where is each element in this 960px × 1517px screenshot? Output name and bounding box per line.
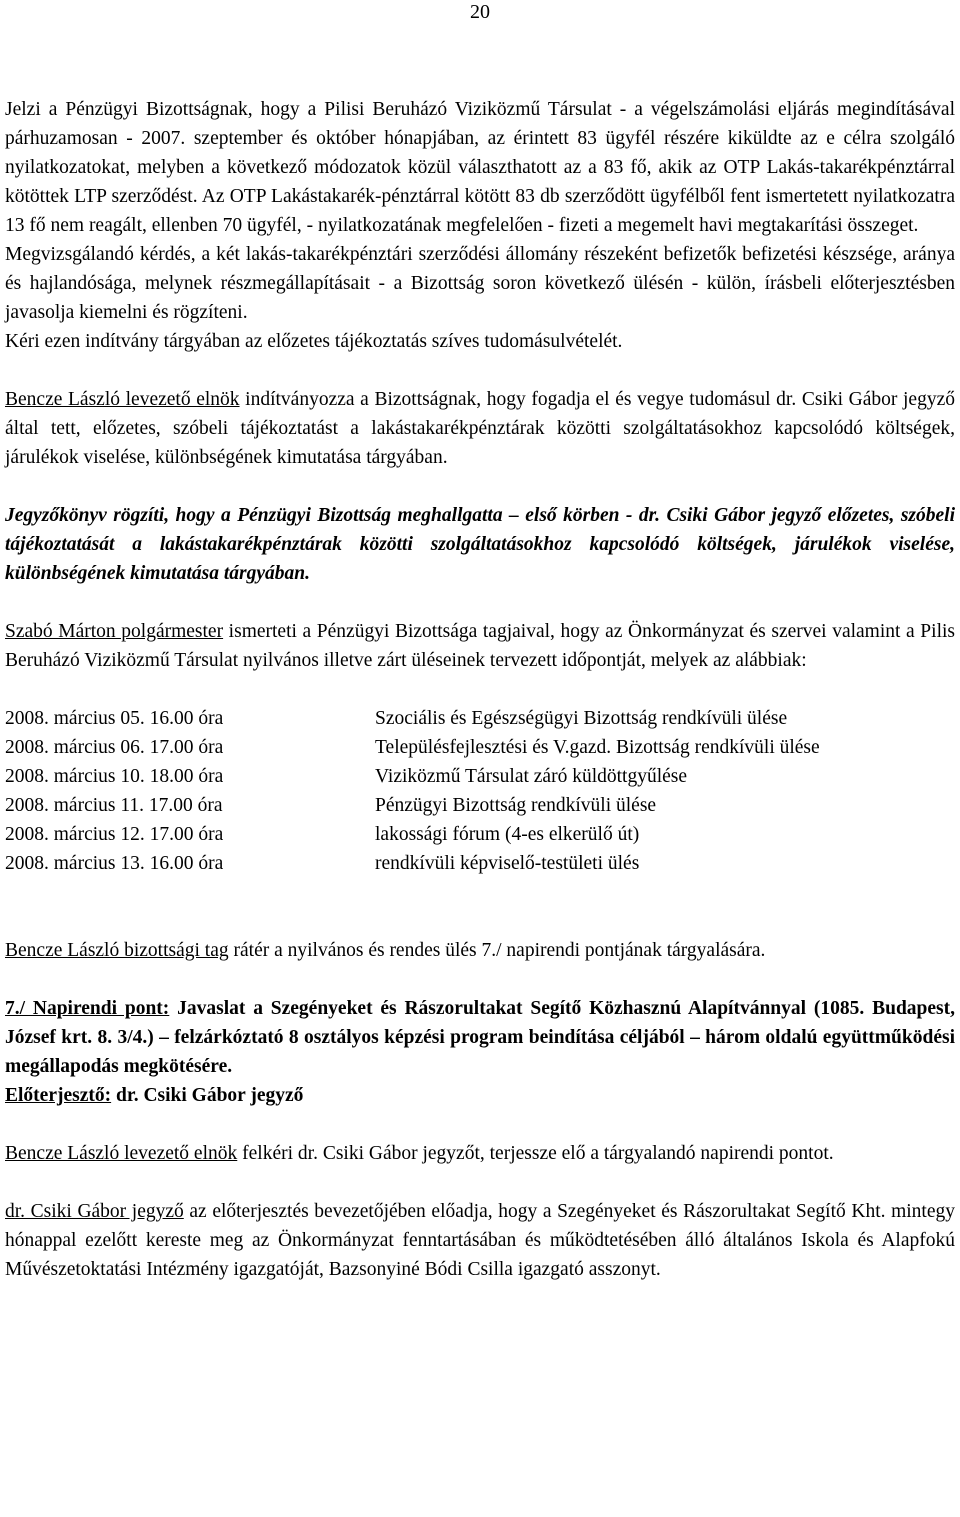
schedule-event: Településfejlesztési és V.gazd. Bizottság rendkívüli ülése — [375, 737, 820, 758]
spacer — [5, 356, 955, 385]
paragraph-next-item — [5, 936, 955, 965]
speaker-name: Bencze László levezető elnök — [5, 1143, 238, 1164]
agenda-item — [5, 994, 955, 1110]
schedule-event: Szociális és Egészségügyi Bizottság rendkívüli ülése — [375, 708, 788, 729]
schedule-row — [5, 704, 955, 733]
spacer — [5, 1168, 955, 1197]
document-body — [5, 95, 955, 1284]
paragraph-text: indítványozza a Bizottságnak, hogy fogadja el és vegye tudomásul dr. Csiki Gábor jegyző által tett, előzetes, szóbeli tájékoztatást a lakástakarékpénztárak közötti szolgáltatásokhoz kapcsolódó költségek, járulékok viselése, különbségének kimutatása tárgyában. — [5, 389, 955, 468]
spacer — [5, 472, 955, 501]
paragraph-minutes-record: Jegyzőkönyv rögzíti, hogy a Pénzügyi Bizottság meghallgatta – első körben - dr. Csiki Gábor jegyző előzetes, szóbeli tájékoztatását a lakástakarékpénztárak közötti szolgáltatásokhoz kapcsolódó költségek, járulékok viselése, különbségének kimutatása tárgyában. — [5, 505, 955, 584]
paragraph-text: az előterjesztés bevezetőjében előadja, hogy a Szegényeket és Rászorultakat Segítő Kht. mintegy hónappal ezelőtt kereste meg az Önkormányzat fenntartásában és működtetésében álló általános Iskola és Alapfokú Művészetoktatási Intézmény igazgatóját, Bazsonyiné Bódi Csilla igazgató asszonyt. — [5, 1201, 956, 1280]
paragraph-motion — [5, 385, 955, 472]
schedule-row — [5, 820, 955, 849]
schedule-event: rendkívüli képviselő-testületi ülés — [375, 853, 640, 874]
spacer — [5, 907, 955, 936]
paragraph-text: rátér a nyilvános és rendes ülés 7./ napirendi pontjának tárgyalására. — [228, 940, 766, 961]
speaker-name: dr. Csiki Gábor jegyző — [5, 1201, 184, 1222]
speaker-name: Szabó Márton polgármester — [5, 621, 224, 642]
paragraph-text: felkéri dr. Csiki Gábor jegyzőt, terjessze elő a tárgyalandó napirendi pontot. — [237, 1143, 834, 1164]
schedule-row — [5, 733, 955, 762]
paragraph-request: Kéri ezen indítvány tárgyában az előzetes tájékoztatás szíves tudomásulvételét. — [5, 331, 623, 352]
paragraph-presentation — [5, 1197, 955, 1284]
paragraph-text: ismerteti a Pénzügyi Bizottsága tagjaival, hogy az Önkormányzat és szervei valamint a Pilis Beruházó Viziközmű Társulat nyilvános illetve zárt üléseinek tervezett időpontját, melyek az alábbiak: — [5, 621, 955, 671]
schedule-list — [5, 704, 955, 878]
page-number: 20 — [470, 1, 490, 23]
agenda-label: 7./ Napirendi pont: — [5, 998, 170, 1019]
spacer — [5, 965, 955, 994]
schedule-date: 2008. március 13. 16.00 óra — [5, 853, 224, 874]
schedule-row — [5, 762, 955, 791]
paragraph-invitation — [5, 1139, 955, 1168]
spacer — [5, 588, 955, 617]
presenter-label: Előterjesztő: — [5, 1085, 112, 1106]
spacer — [5, 878, 955, 907]
schedule-date: 2008. március 11. 17.00 óra — [5, 795, 223, 816]
agenda-text: Javaslat a Szegényeket és Rászorultakat Segítő Közhasznú Alapítvánnyal (1085. Budapest, József krt. 8. 3/4.) – felzárkóztató 8 osztályos képzési program beindítása céljából – három oldalú együttműködési megállapodás megkötésére. — [5, 998, 955, 1077]
schedule-event: Pénzügyi Bizottság rendkívüli ülése — [375, 795, 657, 816]
paragraph-mayor — [5, 617, 955, 675]
schedule-event: lakossági fórum (4-es elkerülő út) — [375, 824, 640, 845]
schedule-date: 2008. március 10. 18.00 óra — [5, 766, 224, 787]
schedule-date: 2008. március 06. 17.00 óra — [5, 737, 224, 758]
speaker-name: Bencze László levezető elnök — [5, 389, 240, 410]
spacer — [5, 675, 955, 704]
presenter-name: dr. Csiki Gábor jegyző — [111, 1085, 304, 1106]
schedule-row — [5, 849, 955, 878]
paragraph-question: Megvizsgálandó kérdés, a két lakás-takarékpénztári szerződési állomány részeként befizetők befizetési készsége, aránya és hajlandósága, melynek részmegállapításait - a Bizottság soron következő ülésén - külön, írásbeli előterjesztésben javasolja kiemelni és rögzíteni. — [5, 244, 955, 323]
spacer — [5, 1110, 955, 1139]
schedule-date: 2008. március 12. 17.00 óra — [5, 824, 224, 845]
paragraph-report: Jelzi a Pénzügyi Bizottságnak, hogy a Pilisi Beruházó Viziközmű Társulat - a végelszámolási eljárás megindításával párhuzamosan - 2007. szeptember és október hónapjában, az érintett 83 ügyfél részére kiküldte az e célra szolgáló nyilatkozatokat, melyben a következő módozatok közül választhatott az a 83 fő, akik az OTP Lakás-takarékpénztárral kötöttek LTP szerződést. Az OTP Lakástakarék-pénztárral kötött 83 db szerződött ügyfélből fent ismertetett nyilatkozatra 13 fő nem reagált, ellenben 70 ügyfél, - nyilatkozatának megfelelően - fizeti a megemelt havi megtakarítási összeget. — [5, 99, 955, 236]
schedule-event: Viziközmű Társulat záró küldöttgyűlése — [375, 766, 688, 787]
speaker-name: Bencze László bizottsági tag — [5, 940, 229, 961]
schedule-row — [5, 791, 955, 820]
schedule-date: 2008. március 05. 16.00 óra — [5, 708, 224, 729]
